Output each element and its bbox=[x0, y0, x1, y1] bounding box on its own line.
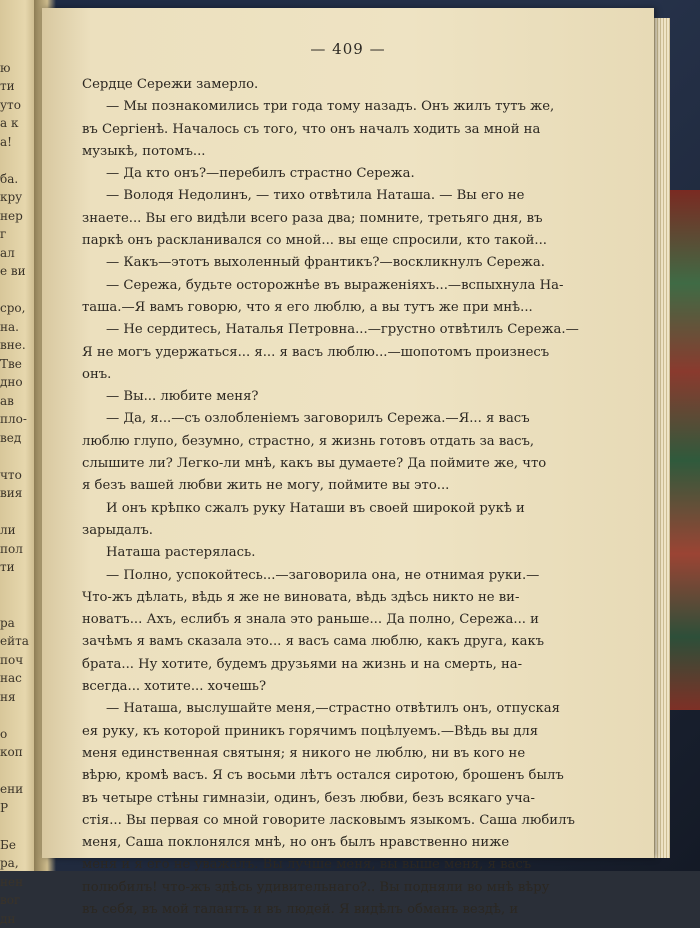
text-line: — Вы... любите меня? bbox=[82, 386, 587, 408]
marbled-page-edge bbox=[666, 190, 700, 710]
page-body-text bbox=[82, 74, 587, 921]
text-line: таша.—Я вамъ говорю, что я его люблю, а вы тутъ же при мнѣ... bbox=[82, 297, 587, 319]
left-page-fragment: на. bbox=[0, 318, 40, 337]
text-line: ея руку, къ которой приникъ горячимъ поцѣлуемъ.—Вѣдь вы для bbox=[82, 721, 587, 743]
left-page-fragment: нас bbox=[0, 669, 40, 688]
text-line: вѣрю, кромѣ васъ. Я съ восьми лѣтъ остался сиротою, брошенъ былъ bbox=[82, 765, 587, 787]
text-line: меня, Саша поклонялся мнѣ, но онъ былъ нравственно ниже bbox=[82, 832, 587, 854]
text-line: зарыдалъ. bbox=[82, 520, 587, 542]
text-line: въ четыре стѣны гимназіи, одинъ, безъ любви, безъ всякаго уча- bbox=[82, 788, 587, 810]
left-page-fragment: ли bbox=[0, 521, 40, 540]
left-page-fragment: что bbox=[0, 466, 40, 485]
text-line: въ Сергіенѣ. Началось съ того, что онъ началъ ходить за мной на bbox=[82, 119, 587, 141]
left-page-fragment: ю bbox=[0, 59, 40, 78]
left-page-fragment: сро, bbox=[0, 299, 40, 318]
page-stack-edge bbox=[652, 18, 670, 858]
text-line: — Да, я...—съ озлобленіемъ заговорилъ Сережа.—Я... я васъ bbox=[82, 408, 587, 430]
text-line: Сердце Сережи замерло. bbox=[82, 74, 587, 96]
page-number: — 409 — bbox=[42, 40, 654, 58]
left-page-fragment: вед bbox=[0, 429, 40, 448]
left-page-fragment: е ви bbox=[0, 262, 40, 281]
left-page-fragment: ейта bbox=[0, 632, 40, 651]
text-line: всегда... хотите... хочешь? bbox=[82, 676, 587, 698]
text-line: новатъ... Ахъ, еслибъ я знала это раньше... Да полно, Сережа... и bbox=[82, 609, 587, 631]
text-line: брата... Ну хотите, будемъ друзьями на жизнь и на смерть, на- bbox=[82, 654, 587, 676]
left-page-fragment: пло- bbox=[0, 410, 40, 429]
text-line: полюбилъ! что-жъ здѣсь удивительнаго?.. Вы подняли во мнѣ вѣру bbox=[82, 877, 587, 899]
text-line: слышите ли? Легко-ли мнѣ, какъ вы думаете? Да поймите же, что bbox=[82, 453, 587, 475]
left-page-fragment: дно bbox=[0, 373, 40, 392]
text-line: знаете... Вы его видѣли всего раза два; помните, третьяго дня, въ bbox=[82, 208, 587, 230]
text-line: Я не могъ удержаться... я... я васъ люблю...—шопотомъ произнесъ bbox=[82, 342, 587, 364]
left-page-fragment: ти bbox=[0, 558, 40, 577]
left-page-fragment: ав bbox=[0, 392, 40, 411]
text-line: Что-жъ дѣлать, вѣдь я же не виновата, вѣдь здѣсь никто не ви- bbox=[82, 587, 587, 609]
left-page-fragment: вог bbox=[0, 891, 40, 910]
text-line: меня и я его не уважалъ. Вы лучше меня, вы выше меня, я васъ bbox=[82, 854, 587, 876]
text-line: зачѣмъ я вамъ сказала это... я васъ сама люблю, какъ друга, какъ bbox=[82, 631, 587, 653]
text-line: — Мы познакомились три года тому назадъ. Онъ жилъ тутъ же, bbox=[82, 96, 587, 118]
left-page-fragment: поч bbox=[0, 651, 40, 670]
text-line: И онъ крѣпко сжалъ руку Наташи въ своей широкой рукѣ и bbox=[82, 498, 587, 520]
left-page-fragment: Тве bbox=[0, 355, 40, 374]
left-page-fragment: вия bbox=[0, 484, 40, 503]
left-page-fragment: ра, bbox=[0, 854, 40, 873]
left-page-fragment: ня bbox=[0, 688, 40, 707]
left-page-fragment: ти bbox=[0, 77, 40, 96]
right-page bbox=[42, 8, 654, 858]
left-page-fragment: Р bbox=[0, 799, 40, 818]
left-page-fragment: Бе bbox=[0, 836, 40, 855]
left-page-fragment: нен bbox=[0, 873, 40, 892]
left-page-fragment: о bbox=[0, 725, 40, 744]
text-line: — Полно, успокойтесь...—заговорила она, не отнимая руки.— bbox=[82, 565, 587, 587]
text-line: — Володя Недолинъ, — тихо отвѣтила Наташа. — Вы его не bbox=[82, 185, 587, 207]
text-line: — Да кто онъ?—перебилъ страстно Сережа. bbox=[82, 163, 587, 185]
text-line: — Какъ—этотъ выхоленный франтикъ?—воскликнулъ Сережа. bbox=[82, 252, 587, 274]
text-line: — Наташа, выслушайте меня,—страстно отвѣтилъ онъ, отпуская bbox=[82, 698, 587, 720]
left-page-fragment: ал bbox=[0, 244, 40, 263]
text-line: музыкѣ, потомъ... bbox=[82, 141, 587, 163]
left-page-fragment: пол bbox=[0, 540, 40, 559]
left-page-fragment: а к bbox=[0, 114, 40, 133]
left-page-fragment: г bbox=[0, 225, 40, 244]
text-line: — Сережа, будьте осторожнѣе въ выраженіяхъ...—вспыхнула На- bbox=[82, 275, 587, 297]
text-line: въ себя, въ мой талантъ и въ людей. Я видѣлъ обманъ вездѣ, и bbox=[82, 899, 587, 921]
text-line: Наташа растерялась. bbox=[82, 542, 587, 564]
left-page-fragment: дн bbox=[0, 910, 40, 928]
left-page-fragment: уто bbox=[0, 96, 40, 115]
left-page-fragment: вне. bbox=[0, 336, 40, 355]
left-page-fragment: нер bbox=[0, 207, 40, 226]
text-line: онъ. bbox=[82, 364, 587, 386]
text-line: я безъ вашей любви жить не могу, поймите вы это... bbox=[82, 475, 587, 497]
left-page-fragment: кру bbox=[0, 188, 40, 207]
left-page-fragment: ени bbox=[0, 780, 40, 799]
left-page-fragment: ба. bbox=[0, 170, 40, 189]
text-line: стія... Вы первая со мной говорите ласковымъ языкомъ. Саша любилъ bbox=[82, 810, 587, 832]
text-line: — Не сердитесь, Наталья Петровна...—грустно отвѣтилъ Сережа.— bbox=[82, 319, 587, 341]
text-line: паркѣ онъ раскланивался со мной... вы еще спросили, кто такой... bbox=[82, 230, 587, 252]
text-line: меня единственная святыня; я никого не люблю, ни въ кого не bbox=[82, 743, 587, 765]
left-page-fragment: а! bbox=[0, 133, 40, 152]
left-page-fragment: ра bbox=[0, 614, 40, 633]
text-line: люблю глупо, безумно, страстно, я жизнь готовъ отдать за васъ, bbox=[82, 431, 587, 453]
left-page-fragment: коп bbox=[0, 743, 40, 762]
